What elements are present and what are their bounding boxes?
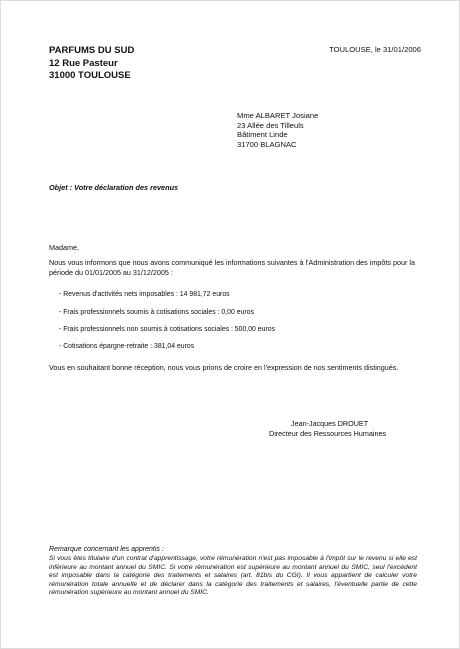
- recipient-address: [237, 111, 318, 149]
- signature-block: [269, 419, 386, 438]
- sender-address: [49, 45, 134, 83]
- sender-street: 12 Rue Pasteur: [49, 57, 118, 69]
- closing-paragraph: Vous en souhaitant bonne réception, nous vous prions de croire en l'expression de nos sentiments distingués.: [49, 363, 399, 372]
- list-item-cotisations: - Cotisations épargne-retraite : 381,04 euros: [59, 343, 195, 350]
- recipient-city: 31700 BLAGNAC: [237, 139, 297, 149]
- recipient-street: 23 Allée des Tilleuls: [237, 120, 304, 130]
- sender-name: PARFUMS DU SUD: [49, 45, 135, 56]
- signatory-title: Directeur des Ressources Humaines: [269, 428, 387, 438]
- salutation: Madame,: [49, 243, 79, 252]
- remark-text: Si vous êtes titulaire d'un contrat d'apprentissage, votre rémunération n'est pas imposable à l'impôt sur le revenu si elle est inférieure au montant annuel du SMIC. Si votre rémunération est supérieure au montant annuel du SMIC, seul l'excédent est imposable dans la catégorie des traitements et salaires (art. 81bis du CGI). Il vous appartient de calculer votre rémunération totale annuelle et de déclarer dans la catégorie des traitements et salaires, l'éventuelle partie de cette rémunération supérieure au montant annuel du SMIC.: [49, 555, 417, 597]
- intro-paragraph: Nous vous informons que nous avons communiqué les informations suivantes à l'Administration des impôts pour la période du 01/01/2005 au 31/12/2005 :: [49, 258, 415, 277]
- sender-city: 31000 TOULOUSE: [49, 70, 131, 81]
- list-item-frais-non-soumis: - Frais professionnels non soumis à cotisations sociales : 500,00 euros: [59, 326, 276, 333]
- letter-subject: Objet : Votre déclaration des revenus: [49, 183, 179, 192]
- list-item-revenus: - Revenus d'activités nets imposables : 14 981,72 euros: [59, 291, 230, 298]
- place-and-date: TOULOUSE, le 31/01/2006: [329, 45, 421, 54]
- list-item-frais-soumis: - Frais professionnels soumis à cotisations sociales : 0,00 euros: [59, 309, 254, 316]
- recipient-name: Mme ALBARET Josiane: [237, 111, 319, 120]
- signatory-name: Jean-Jacques DROUET: [291, 419, 369, 428]
- remark-title: Remarque concernant les apprentis :: [49, 546, 164, 553]
- recipient-building: Bâtiment Linde: [237, 130, 288, 140]
